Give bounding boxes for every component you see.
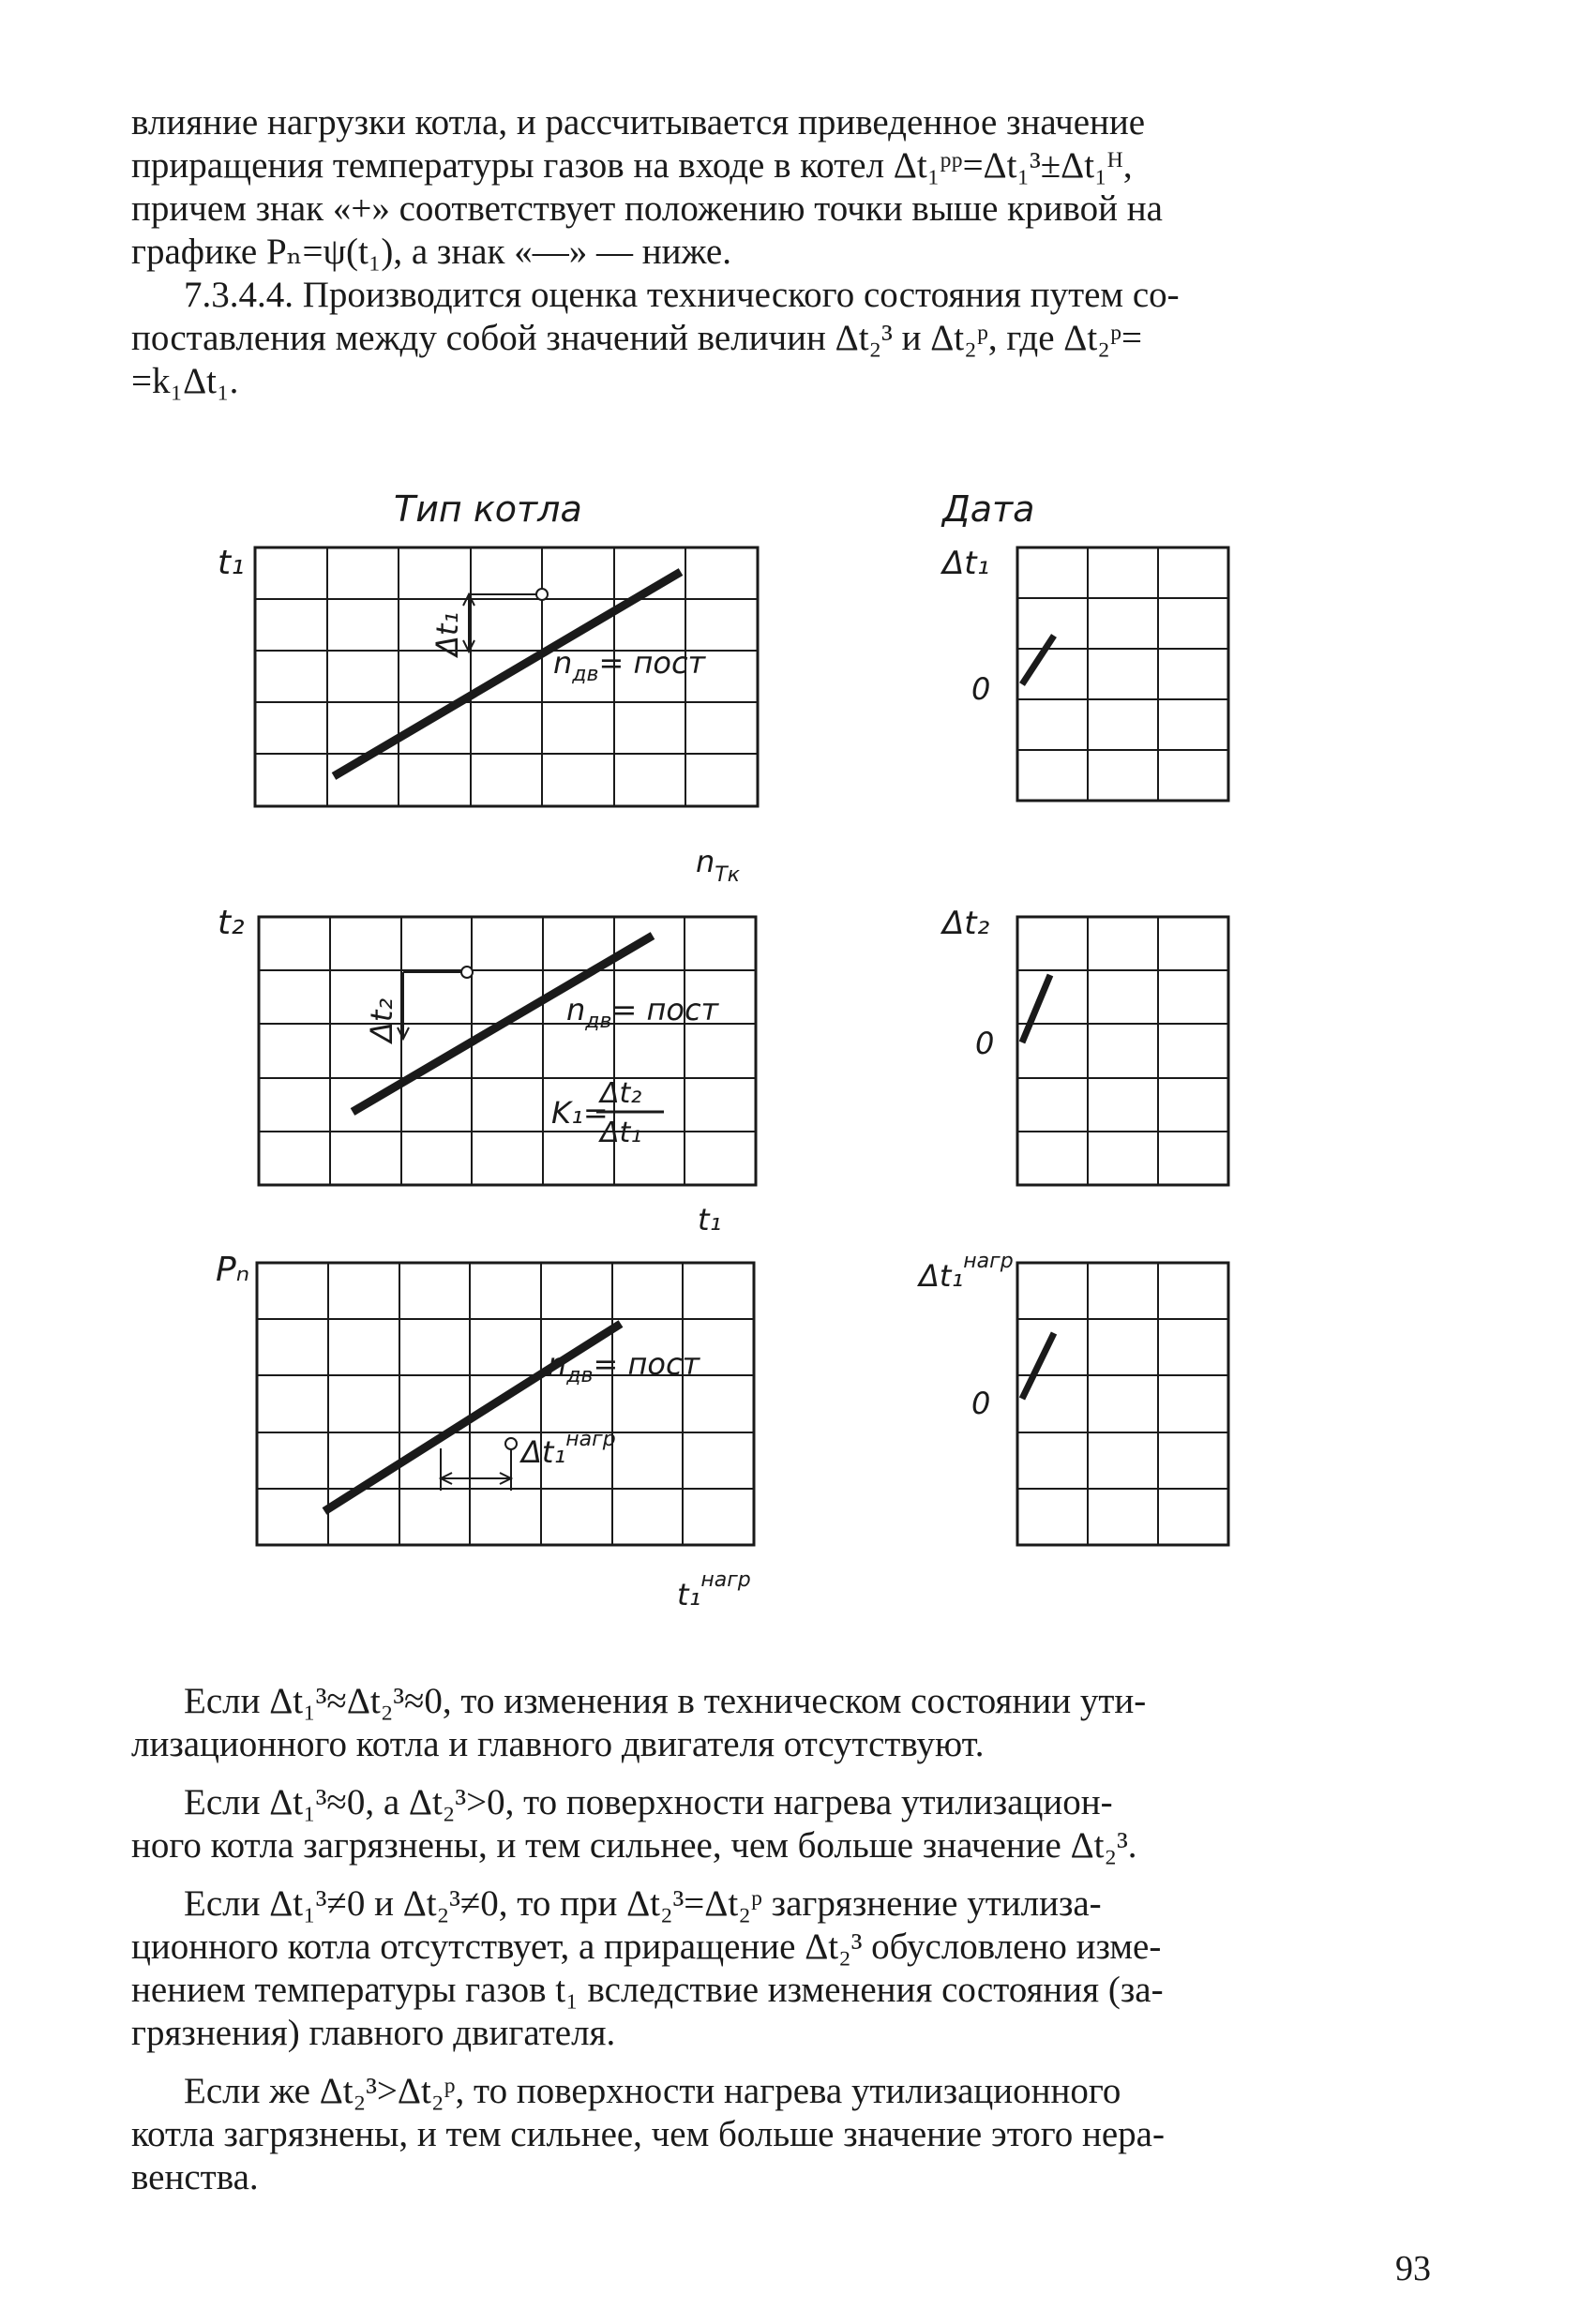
text-line: приращения температуры газов на входе в котел Δt₁ᵖᵖ=Δt₁³±Δt₁ᴴ, [131, 145, 1133, 186]
right1-line [1022, 636, 1054, 684]
page-number: 93 [1395, 2249, 1431, 2288]
panel2-y-label: t₂ [218, 904, 245, 942]
right1-y-label: Δt₁ [942, 545, 990, 582]
panel2-x-label: t₁ [698, 1202, 722, 1237]
text-line: нением температуры газов t₁ вследствие изменения состояния (за- [131, 1970, 1164, 2010]
panel2-line-label: $n_{дв}=$ пост [566, 992, 719, 1033]
panel2-delta-label: Δt₂ [364, 997, 399, 1042]
right3-zero: 0 [971, 1386, 991, 1421]
text-line: 7.3.4.4. Производится оценка технического состояния путем со- [184, 275, 1180, 315]
right1-zero: 0 [971, 671, 991, 707]
panel2-k-denominator: Δt₁ [600, 1117, 642, 1149]
panel3-line-label: $n_{дв}=$ пост [548, 1346, 700, 1387]
bottom-paragraph-3 [131, 1882, 1444, 2055]
right3-grid [1017, 1263, 1228, 1545]
text-line: причем знак «+» соответствует положению точки выше кривой на [131, 188, 1163, 229]
text-line: поставления между собой значений величин Δt₂³ и Δt₂ᵖ, где Δt₂ᵖ= [131, 318, 1142, 358]
panel1-delta-label: Δt₁ [429, 611, 465, 656]
right-header: Дата [942, 488, 1035, 530]
text-line: Если Δt₁³≈0, а Δt₂³>0, то поверхности нагрева утилизацион- [184, 1782, 1113, 1822]
text-line: Если Δt₁³≈Δt₂³≈0, то изменения в техническом состоянии ути- [184, 1681, 1147, 1721]
text-line: грязнения) главного двигателя. [131, 2013, 616, 2053]
panel3-x-label: t₁$^{нагр}$ [677, 1568, 751, 1612]
right1-grid [1017, 547, 1228, 801]
text-line: влияние нагрузки котла, и рассчитывается приведенное значение [131, 102, 1146, 142]
right2-zero: 0 [975, 1026, 995, 1061]
panel3-trend-line [324, 1324, 621, 1511]
text-line: ционного котла отсутствует, а приращение Δt₂³ обусловлено изме- [131, 1927, 1162, 1967]
panel3-delta-label: Δt₁$^{нагр}$ [521, 1428, 616, 1470]
text-line: =k₁Δt₁. [131, 361, 239, 401]
panel2-delta-marker [398, 967, 473, 1039]
panel2-grid [259, 917, 756, 1185]
bottom-paragraph-2 [131, 1781, 1444, 1867]
text-line: котла загрязнены, и тем сильнее, чем больше значение этого нера- [131, 2114, 1165, 2154]
right3-y-label: Δt₁$^{нагр}$ [919, 1250, 1014, 1294]
panel1-y-label: t₁ [218, 544, 245, 582]
bottom-paragraph-4 [131, 2070, 1444, 2199]
right2-y-label: Δt₂ [942, 905, 990, 942]
left-header: Тип котла [394, 488, 582, 530]
panel2-k-numerator: Δt₂ [600, 1077, 642, 1110]
right3-line [1022, 1333, 1054, 1399]
text-line: графике Pₙ=ψ(t₁), а знак «—» — ниже. [131, 232, 731, 272]
text-line: Если Δt₁³≠0 и Δt₂³≠0, то при Δt₂³=Δt₂ᵖ загрязнение утилиза- [184, 1883, 1102, 1924]
panel3-y-label: Pₙ [216, 1251, 250, 1289]
text-line: венства. [131, 2157, 259, 2197]
right2-line [1022, 975, 1050, 1042]
text-line: лизационного котла и главного двигателя отсутствуют. [131, 1724, 985, 1764]
bottom-paragraph-1 [131, 1680, 1444, 1766]
panel3-delta-marker [441, 1438, 517, 1491]
right2-grid [1017, 917, 1228, 1185]
panel1-line-label: $n_{дв}=$ пост [553, 645, 706, 686]
text-line: ного котла загрязнены, и тем сильнее, чем больше значение Δt₂³. [131, 1825, 1137, 1866]
panel2-k-label: K₁= [551, 1095, 609, 1131]
panel1-x-label: $n_{Тк}$ [696, 844, 741, 887]
text-line: Если же Δt₂³>Δt₂ᵖ, то поверхности нагрева утилизационного [184, 2071, 1121, 2111]
